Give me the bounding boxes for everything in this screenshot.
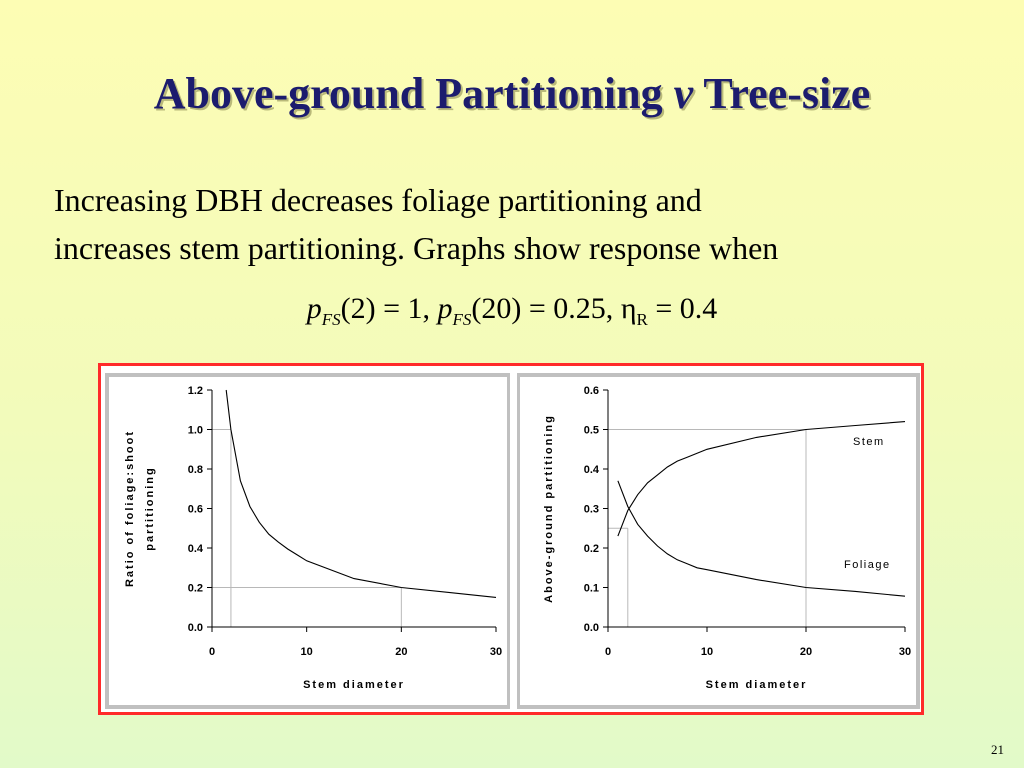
y-tick-label: 0.4 — [187, 543, 203, 555]
y-tick-label: 0.6 — [187, 503, 203, 516]
y-tick-label: 0.0 — [583, 622, 599, 634]
body-line-2: increases stem partitioning. Graphs show response when — [54, 230, 779, 266]
series-line — [226, 390, 496, 597]
x-tick-label: 10 — [700, 646, 714, 658]
y-tick-label: 0.2 — [583, 543, 599, 555]
x-tick-label: 30 — [489, 646, 503, 658]
figure-frame — [98, 363, 924, 715]
y-tick-label: 1.2 — [187, 385, 203, 397]
formula-p2: p — [437, 292, 453, 325]
title-italic-v: v — [673, 69, 694, 118]
slide-title — [0, 68, 1024, 119]
y-tick-label: 0.5 — [583, 424, 599, 437]
y-tick-label: 0.4 — [583, 464, 599, 476]
formula-eta-val: = 0.4 — [647, 292, 718, 325]
page-number: 21 — [991, 742, 1004, 757]
chart-panel-right — [517, 373, 920, 709]
chart-panel-left — [105, 373, 510, 709]
x-tick-label: 20 — [799, 646, 813, 658]
y-tick-label: 0.0 — [187, 622, 203, 634]
x-axis-title: Stem diameter — [705, 679, 808, 691]
series-label-stem: Stem — [853, 436, 885, 448]
chart-above-ground-partitioning — [520, 377, 916, 705]
y-tick-label: 0.6 — [583, 385, 599, 397]
formula — [0, 292, 1024, 330]
y-axis-title-line: Ratio of foliage:shoot — [124, 429, 136, 588]
formula-arg2: (20) = 0.25, — [471, 292, 621, 325]
formula-p1: p — [306, 292, 322, 325]
x-axis-title: Stem diameter — [303, 679, 405, 691]
title-text-2: Tree-size — [693, 69, 871, 118]
y-axis-title-line: partitioning — [144, 466, 156, 551]
formula-arg1: (2) = 1, — [340, 292, 438, 325]
series-line-foliage — [618, 481, 905, 596]
x-tick-label: 0 — [604, 646, 612, 658]
y-tick-label: 0.2 — [187, 582, 203, 595]
y-axis-title: Above-ground partitioning — [543, 414, 555, 603]
title-text-1: Above-ground Partitioning — [153, 69, 674, 118]
x-tick-label: 20 — [395, 646, 408, 658]
y-tick-label: 1.0 — [187, 424, 203, 437]
formula-sub2: FS — [452, 310, 472, 329]
x-tick-label: 0 — [208, 646, 216, 658]
y-tick-label: 0.8 — [187, 464, 203, 476]
formula-sub1: FS — [321, 310, 341, 329]
y-tick-label: 0.3 — [583, 503, 599, 516]
formula-eta: η — [620, 292, 637, 325]
x-tick-label: 30 — [898, 646, 912, 658]
x-tick-label: 10 — [300, 646, 313, 658]
formula-eta-sub: R — [636, 310, 648, 329]
y-tick-label: 0.1 — [583, 582, 599, 595]
series-label-foliage: Foliage — [844, 559, 891, 571]
body-paragraph — [54, 176, 994, 272]
chart-foliage-shoot-ratio — [109, 377, 507, 705]
body-line-1: Increasing DBH decreases foliage partitioning and — [54, 182, 702, 218]
